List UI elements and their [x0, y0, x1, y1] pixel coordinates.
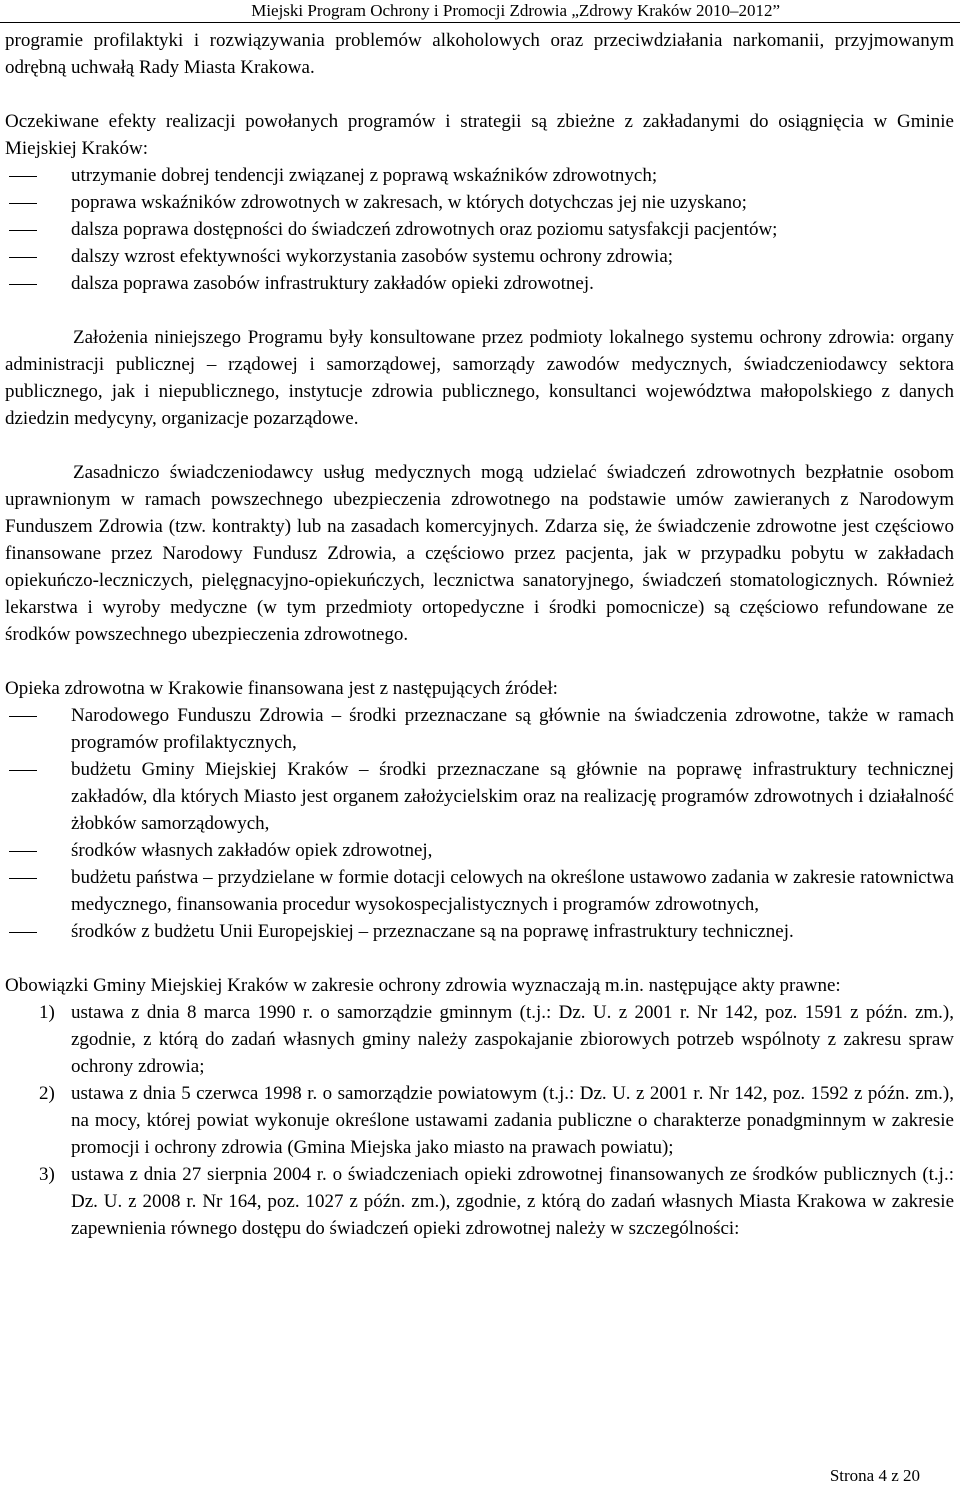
paragraph-effects-intro: Oczekiwane efekty realizacji powołanych programów i strategii są zbieżne z zakładanymi do osiągnięcia w Gminie Miejskiej Kraków: — [5, 111, 954, 159]
page-content — [5, 27, 954, 1242]
list-item: poprawa wskaźników zdrowotnych w zakresach, w których dotychczas jej nie uzyskano; — [5, 189, 954, 216]
list-item: utrzymanie dobrej tendencji związanej z poprawą wskaźników zdrowotnych; — [5, 162, 954, 189]
list-item: budżetu Gminy Miejskiej Kraków – środki przeznaczane są głównie na poprawę infrastruktury technicznej zakładów, dla których Miasto jest organem założycielskim oraz na realizację programów zdrowotnych i działalność żłobków samorządowych, — [5, 756, 954, 837]
list-item: dalsza poprawa dostępności do świadczeń zdrowotnych oraz poziomu satysfakcji pacjentów; — [5, 216, 954, 243]
list-item — [5, 1080, 954, 1161]
list-item-text: ustawa z dnia 5 czerwca 1998 r. o samorządzie powiatowym (t.j.: Dz. U. z 2001 r. Nr 142, poz. 1592 z późn. zm.), na mocy, której powiat wykonuje określone ustawami zadania publiczne o charakterze ponadgminnym w zakresie promocji i ochrony zdrowia (Gmina Miejska jako miasto na prawach powiatu); — [71, 1083, 954, 1158]
list-number: 3) — [39, 1164, 55, 1185]
list-item: dalsza poprawa zasobów infrastruktury zakładów opieki zdrowotnej. — [5, 270, 954, 297]
list-item — [5, 999, 954, 1080]
list-item: środków własnych zakładów opiek zdrowotnej, — [5, 837, 954, 864]
list-item: budżetu państwa – przydzielane w formie dotacji celowych na określone ustawowo zadania w zakresie ratownictwa medycznego, finansowania procedur wysokospecjalistycznych i programów zdrowotnych, — [5, 864, 954, 918]
list-item-text: ustawa z dnia 8 marca 1990 r. o samorządzie gminnym (t.j.: Dz. U. z 2001 r. Nr 142, poz. 1591 z późn. zm.), zgodnie, z którą do zadań własnych gminy należy zaspokajanie zbiorowych potrzeb wspólnoty z zakresu spraw ochrony zdrowia; — [71, 1002, 954, 1077]
list-item-text: ustawa z dnia 27 sierpnia 2004 r. o świadczeniach opieki zdrowotnej finansowanych ze środków publicznych (t.j.: Dz. U. z 2008 r. Nr 164, poz. 1027 z późn. zm.), zgodnie, z którą do zadań własnych Miasta Krakowa w zakresie zapewnienia równego dostępu do świadczeń opieki zdrowotnej należy w szczególności: — [71, 1164, 954, 1239]
paragraph-continuation: programie profilaktyki i rozwiązywania problemów alkoholowych oraz przeciwdziałania narkomanii, przyjmowanym odrębną uchwałą Rady Miasta Krakowa. — [5, 30, 954, 78]
list-item: środków z budżetu Unii Europejskiej – przeznaczane są na poprawę infrastruktury technicznej. — [5, 918, 954, 945]
list-number: 1) — [39, 1002, 55, 1023]
list-item: dalszy wzrost efektywności wykorzystania zasobów systemu ochrony zdrowia; — [5, 243, 954, 270]
funding-list — [5, 702, 954, 945]
page-number: Strona 4 z 20 — [829, 1466, 920, 1485]
paragraph-consultations: Założenia niniejszego Programu były konsultowane przez podmioty lokalnego systemu ochrony zdrowia: organy administracji publicznej – rządowej i samorządowej, samorządy zawodów medycznych, świadczeniodawcy sektora publicznego, jak i niepublicznego, instytucje zdrowia publicznego, konsultanci województwa małopolskiego z danych dziedzin medycyny, organizacje pozarządowe. — [5, 327, 954, 429]
paragraph-funding-intro: Opieka zdrowotna w Krakowie finansowana jest z następujących źródeł: — [5, 678, 558, 699]
legal-acts-list — [5, 999, 954, 1242]
list-item: Narodowego Funduszu Zdrowia – środki przeznaczane są głównie na świadczenia zdrowotne, także w ramach programów profilaktycznych, — [5, 702, 954, 756]
list-item — [5, 1161, 954, 1242]
paragraph-obligations-intro: Obowiązki Gminy Miejskiej Kraków w zakresie ochrony zdrowia wyznaczają m.in. następujące akty prawne: — [5, 975, 841, 996]
paragraph-providers: Zasadniczo świadczeniodawcy usług medycznych mogą udzielać świadczeń zdrowotnych bezpłatnie osobom uprawnionym w ramach powszechnego ubezpieczenia zdrowotnego na podstawie umów zawieranych z Narodowym Funduszem Zdrowia (tzw. kontrakty) lub na zasadach komercyjnych. Zdarza się, że świadczenie zdrowotne jest częściowo finansowane przez Narodowy Fundusz Zdrowia, a częściowo przez pacjenta, jak w przypadku pobytu w zakładach opiekuńczo-leczniczych, pielęgnacyjno-opiekuńczych, lecznictwa sanatoryjnego, świadczeń stomatologicznych. Również lekarstwa i wyroby medyczne (w tym przedmioty ortopedyczne i środki pomocnicze) są częściowo refundowane ze środków powszechnego ubezpieczenia zdrowotnego. — [5, 462, 954, 645]
list-number: 2) — [39, 1083, 55, 1104]
effects-list — [5, 162, 954, 297]
running-header: Miejski Program Ochrony i Promocji Zdrowia „Zdrowy Kraków 2010–2012” — [0, 0, 960, 23]
